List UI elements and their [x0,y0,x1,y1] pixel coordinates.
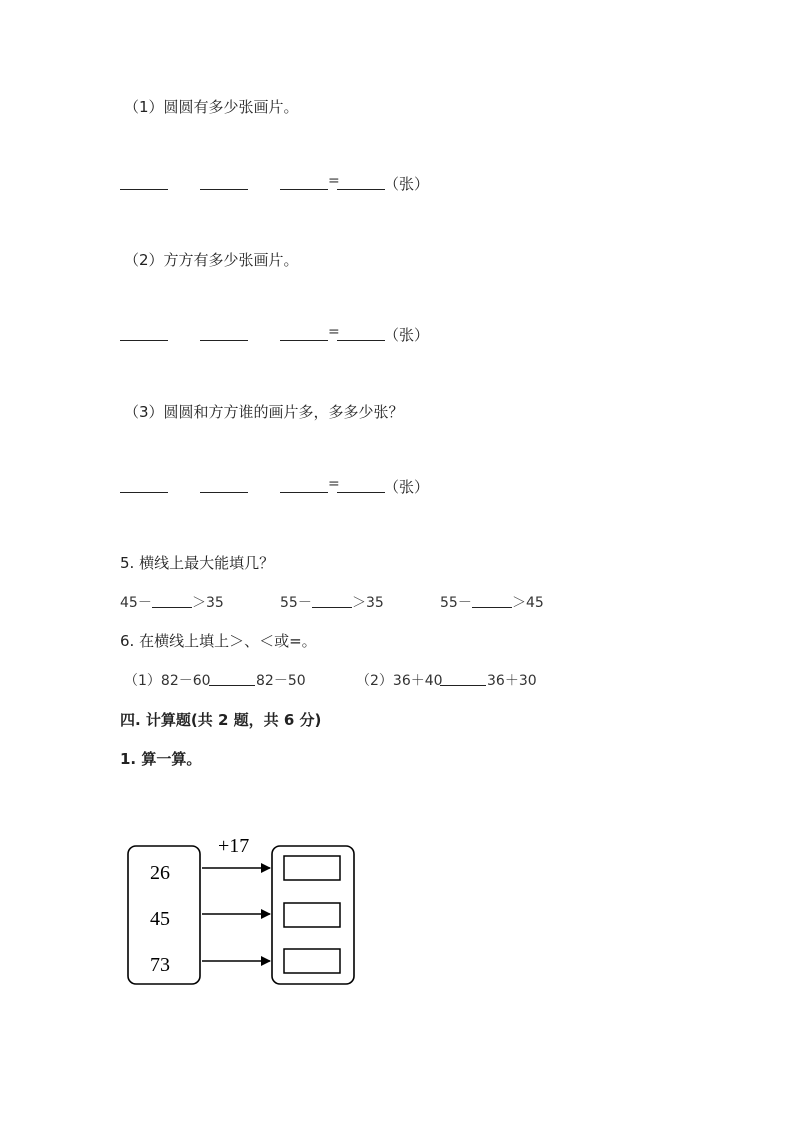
q6-item-2-left: （2）36＋40 [356,673,443,689]
q5-item-1-right: ＞35 [192,595,224,611]
question-part1: （1）圆圆有多少张画片。 [124,98,299,116]
operation-label: +17 [218,835,250,857]
q5-item-3-left: 55－ [440,595,472,611]
input-number-3: 73 [150,954,170,976]
unit-label-3: （张） [384,478,430,496]
equals-sign-1: = [328,173,340,189]
blank-2b[interactable] [200,340,248,341]
section-4-title: 四. 计算题(共 2 题，共 6 分) [120,711,322,729]
unit-label-1: （张） [384,175,430,193]
equals-sign-2: = [328,324,340,340]
addition-mapping-diagram [120,830,370,995]
answer-blank-1[interactable] [337,189,385,190]
q6-item-2-right: 36＋30 [487,673,537,689]
question-part3: （3）圆圆和方方谁的画片多，多多少张？ [124,403,404,421]
q5-item-2-left: 55－ [280,595,312,611]
blank-3b[interactable] [200,492,248,493]
q5-item-1-blank[interactable] [152,607,192,608]
q5-item-3-right: ＞45 [512,595,544,611]
blank-3a[interactable] [120,492,168,493]
blank-1b[interactable] [200,189,248,190]
blank-1a[interactable] [120,189,168,190]
question-5-title: 5. 横线上最大能填几？ [120,554,275,572]
answer-blank-2[interactable] [337,340,385,341]
blank-2c[interactable] [280,340,328,341]
unit-label-2: （张） [384,326,430,344]
question-part2: （2）方方有多少张画片。 [124,251,299,269]
question-6-title: 6. 在横线上填上＞、＜或=。 [120,632,317,650]
q5-item-3-blank[interactable] [472,607,512,608]
calc-1-title: 1. 算一算。 [120,750,202,768]
input-number-1: 26 [150,862,170,884]
q6-item-1-blank[interactable] [209,685,255,686]
q6-item-1-right: 82－50 [256,673,306,689]
blank-1c[interactable] [280,189,328,190]
answer-box-1[interactable] [284,856,340,880]
answer-box-3[interactable] [284,949,340,973]
q6-item-1-left: （1）82－60 [124,673,211,689]
equals-sign-3: = [328,476,340,492]
answer-blank-3[interactable] [337,492,385,493]
blank-2a[interactable] [120,340,168,341]
q5-item-1-left: 45－ [120,595,152,611]
input-number-2: 45 [150,908,170,930]
q6-item-2-blank[interactable] [440,685,486,686]
answer-box-2[interactable] [284,903,340,927]
q5-item-2-blank[interactable] [312,607,352,608]
blank-3c[interactable] [280,492,328,493]
q5-item-2-right: ＞35 [352,595,384,611]
